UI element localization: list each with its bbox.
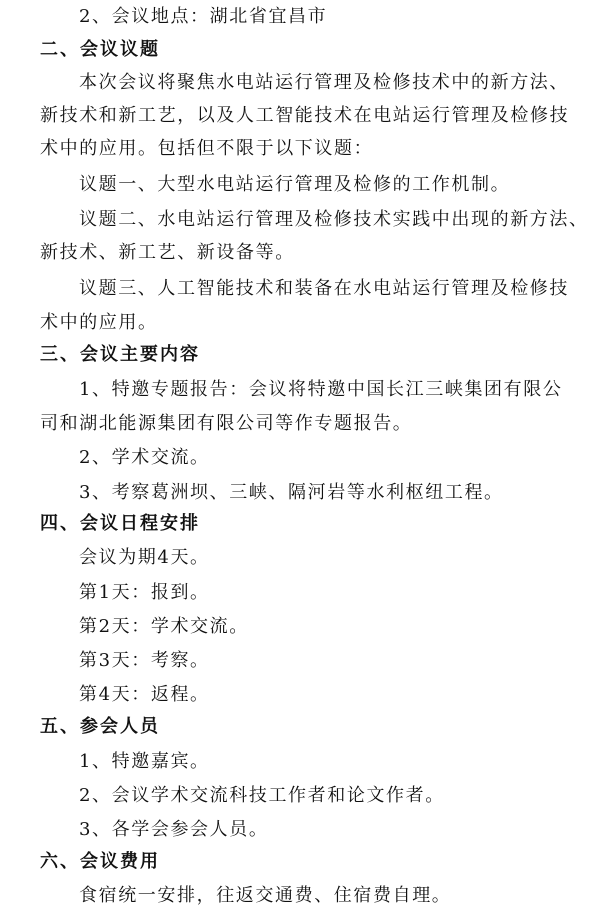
section-heading-fees: 六、会议费用: [40, 851, 160, 872]
attendee-item: 2、会议学术交流科技工作者和论文作者。: [79, 785, 445, 806]
schedule-item: 会议为期4天。: [79, 547, 210, 568]
section-heading-topics: 二、会议议题: [40, 39, 160, 60]
attendee-item: 1、特邀嘉宾。: [79, 751, 210, 772]
content-item: 1、特邀专题报告：会议将特邀中国长江三峡集团有限公: [79, 379, 563, 400]
topic-item: 议题三、人工智能技术和装备在水电站运行管理及检修技: [79, 278, 569, 299]
paragraph-line: 本次会议将聚焦水电站运行管理及检修技术中的新方法、: [79, 72, 569, 93]
paragraph-line: 新技术、新工艺、新设备等。: [40, 242, 295, 263]
topic-item: 议题二、水电站运行管理及检修技术实践中出现的新方法、: [79, 209, 589, 230]
schedule-item: 第2天：学术交流。: [79, 616, 249, 637]
paragraph-line: 术中的应用。: [40, 312, 158, 333]
paragraph-line: 新技术和新工艺，以及人工智能技术在电站运行管理及检修技: [40, 105, 570, 126]
attendee-item: 3、各学会参会人员。: [79, 819, 269, 840]
venue-line: 2、会议地点：湖北省宜昌市: [79, 6, 328, 27]
content-item: 2、学术交流。: [79, 447, 210, 468]
schedule-item: 第1天：报到。: [79, 582, 210, 603]
schedule-item: 第4天：返程。: [79, 684, 210, 705]
paragraph-line: 司和湖北能源集团有限公司等作专题报告。: [40, 413, 413, 434]
paragraph-line: 术中的应用。包括但不限于以下议题：: [40, 138, 374, 159]
fees-line: 食宿统一安排，往返交通费、住宿费自理。: [79, 885, 452, 906]
content-item: 3、考察葛洲坝、三峡、隔河岩等水利枢纽工程。: [79, 482, 504, 503]
section-heading-schedule: 四、会议日程安排: [40, 513, 200, 534]
topic-item: 议题一、大型水电站运行管理及检修的工作机制。: [79, 174, 511, 195]
schedule-item: 第3天：考察。: [79, 650, 210, 671]
section-heading-attendees: 五、参会人员: [40, 716, 160, 737]
section-heading-content: 三、会议主要内容: [40, 344, 200, 365]
